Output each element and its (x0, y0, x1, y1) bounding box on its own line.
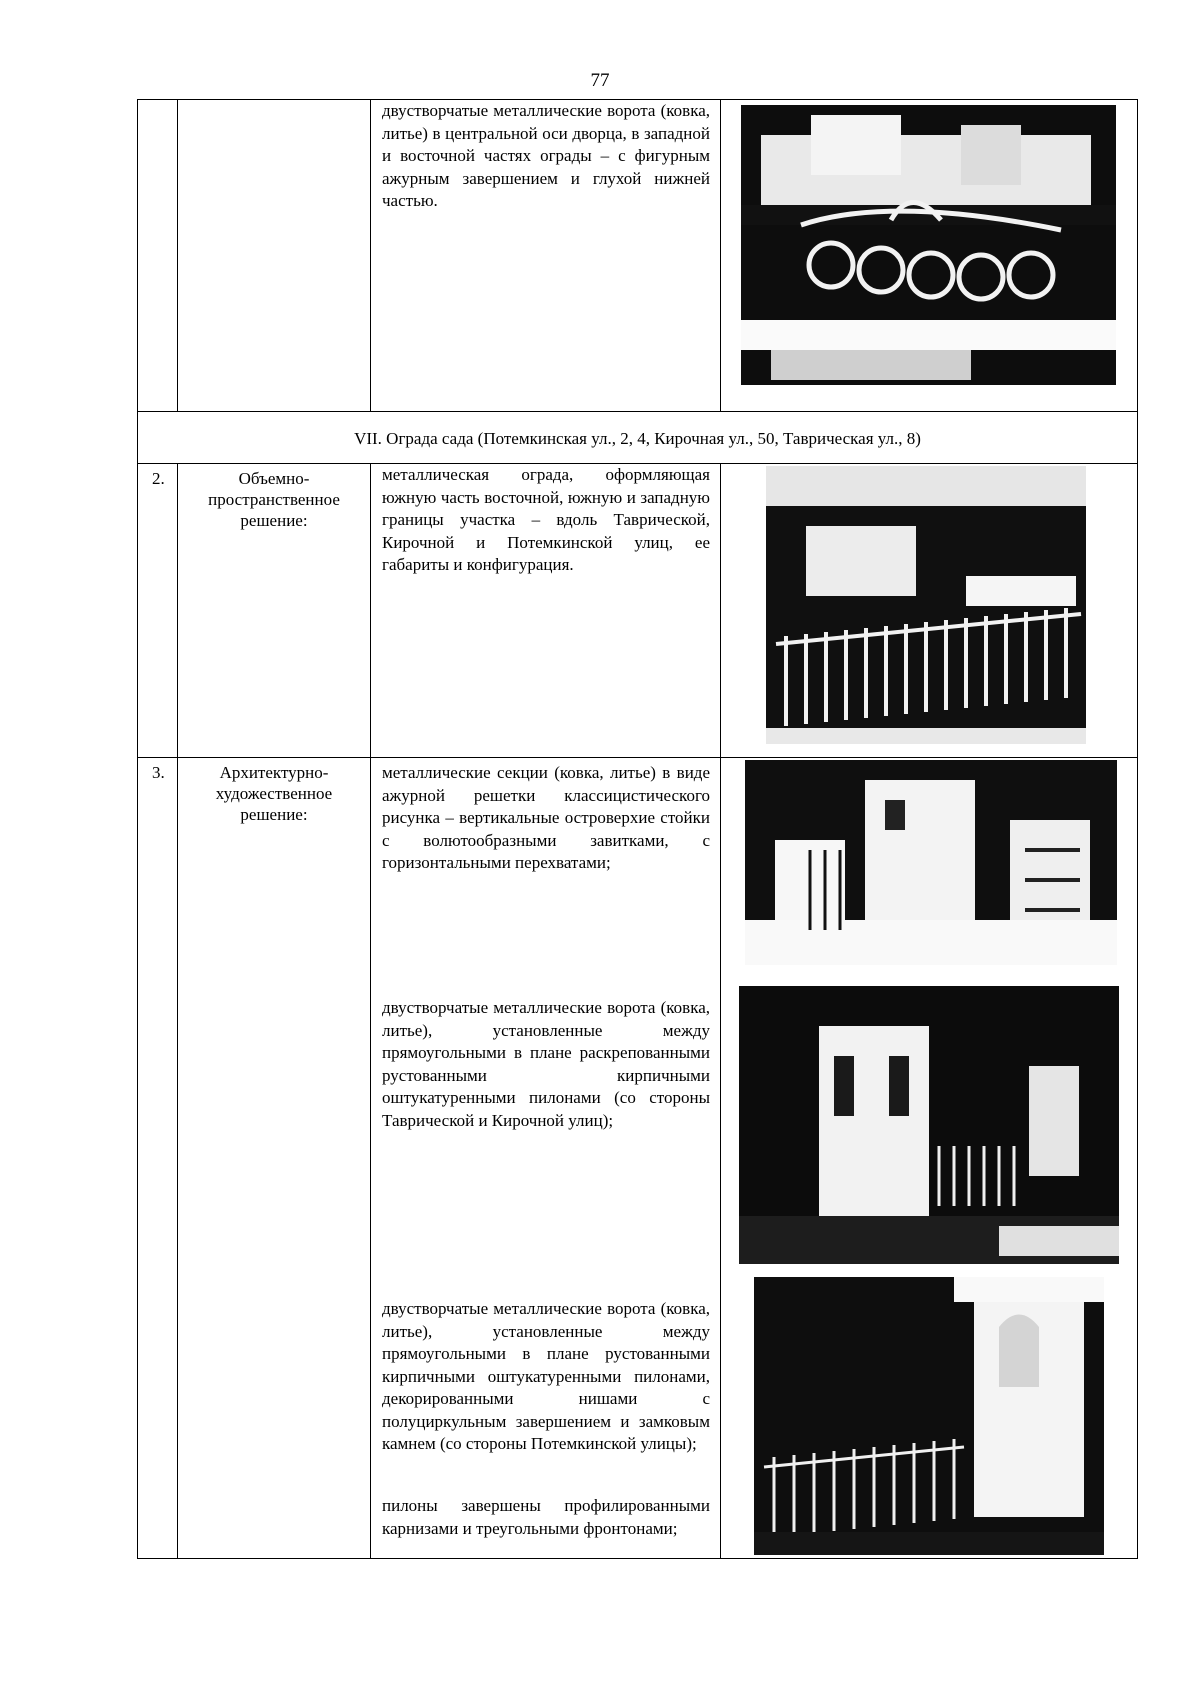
description-paragraph-gates-tavricheskaya: двустворчатые металлические ворота (ковка, литье), установленные между прямоугольными в плане раскрепованными рустованными кирпичными оштукатуренными пилонами (со стороны Таврической и Кирочной улиц); (382, 998, 710, 1130)
section-title: VII. Ограда сада (Потемкинская ул., 2, 4, Кирочная ул., 50, Таврическая ул., 8) (354, 429, 921, 448)
cell-description (371, 100, 721, 412)
cell-name: Архитектурно-художественное решение: (178, 758, 371, 1559)
cell-name: Объемно-пространственное решение: (178, 464, 371, 758)
description-paragraph-gates-potemkinskaya: двустворчатые металлические ворота (ковка, литье), установленные между прямоугольными в плане рустованными кирпичными оштукатуренными пилонами, декорированными нишами с полуциркульным завершением и замковым камнем (со стороны Потемкинской улицы); (382, 1299, 710, 1453)
table-row-continued (138, 100, 1138, 412)
description-paragraph: двустворчатые металлические ворота (ковка, литье) в центральной оси дворца, в западной и восточной частях ограды – с фигурным ажурным завершением и глухой нижней частью. (382, 101, 710, 210)
cell-photo (721, 464, 1138, 758)
table-row (138, 464, 1138, 758)
page-number: 77 (590, 70, 610, 91)
description-paragraph-sections: металлические секции (ковка, литье) в виде ажурной решетки классицистического рисунка – вертикальные островерхие стойки с волютообразными завитками, с горизонтальными перехватами; (382, 763, 710, 872)
cell-number: 3. (138, 758, 178, 1559)
cell-description (371, 758, 721, 1559)
cell-name (178, 100, 371, 412)
cell-photo (721, 100, 1138, 412)
cell-photo (721, 758, 1138, 1559)
table-row (138, 758, 1138, 1559)
description-paragraph-pylons: пилоны завершены профилированными карнизами и треугольными фронтонами; (382, 1496, 710, 1538)
heritage-table (137, 99, 1138, 1559)
description-paragraph: металлическая ограда, оформляющая южную часть восточной, южную и западную границы участка – вдоль Таврической, Кирочной и Потемкинской улиц, ее габариты и конфигурация. (382, 465, 710, 574)
photo-fence-overview (766, 466, 1086, 744)
photo-gates-pylons (739, 986, 1119, 1264)
cell-description (371, 464, 721, 758)
photo-gate-ornamental (741, 105, 1116, 385)
section-heading-cell (138, 412, 1138, 464)
photo-fence-sections (745, 760, 1117, 965)
cell-number: 2. (138, 464, 178, 758)
photo-gates-niches (754, 1277, 1104, 1555)
section-heading-row (138, 412, 1138, 464)
cell-number (138, 100, 178, 412)
